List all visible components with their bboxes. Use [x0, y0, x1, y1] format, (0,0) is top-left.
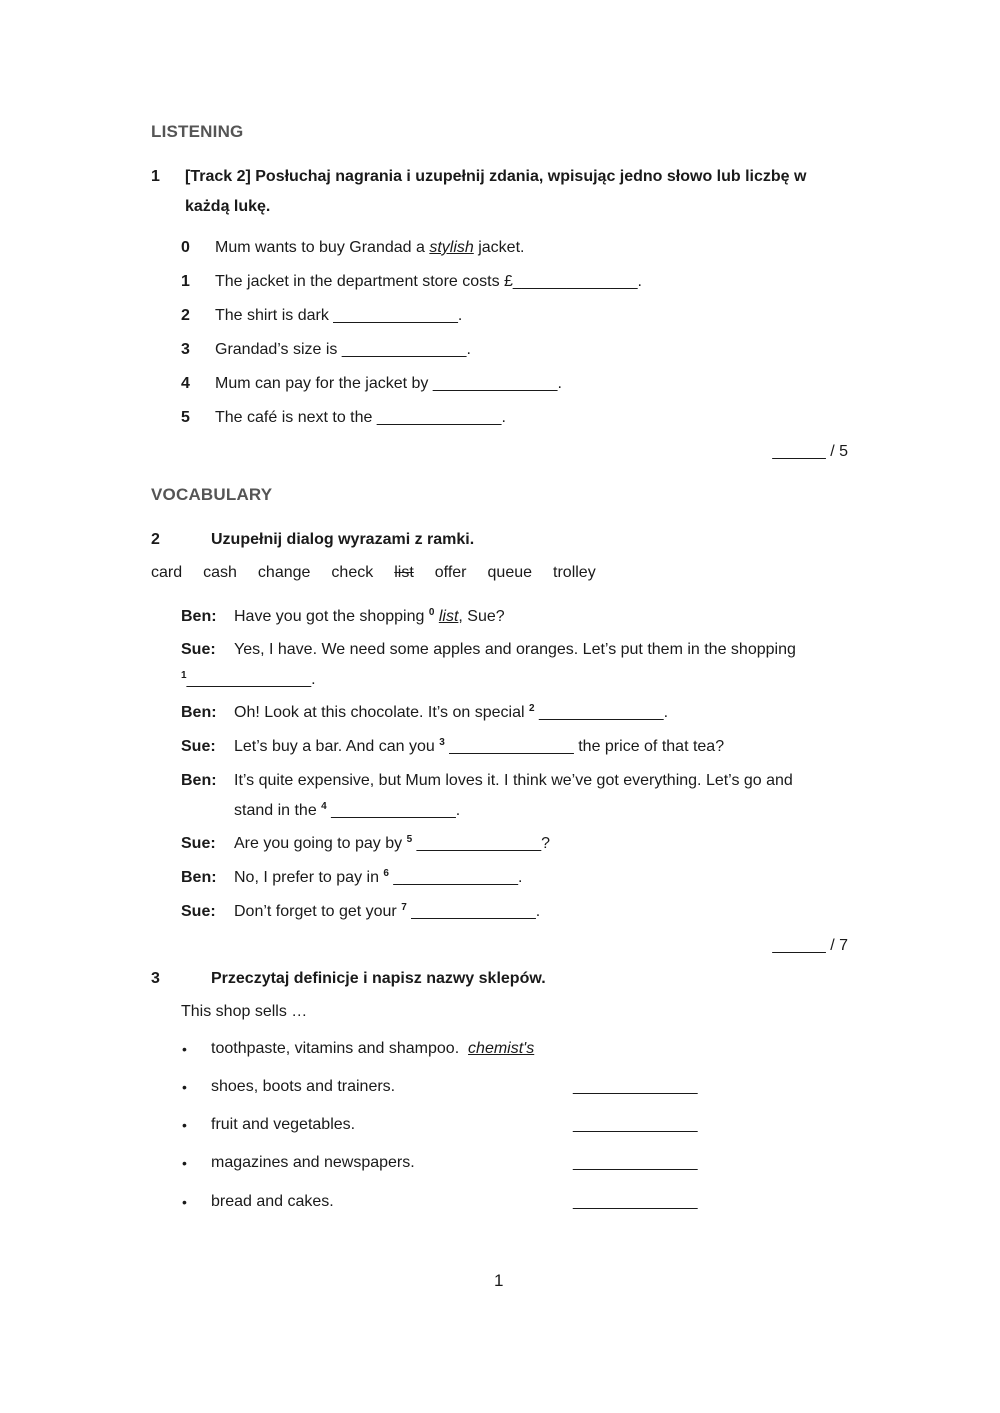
dialog-text: , Sue? — [458, 608, 505, 625]
score-listening: ______ / 5 — [772, 443, 848, 460]
task-2-number: 2 — [151, 531, 160, 548]
dialog-text: Have you got the shopping — [234, 608, 429, 625]
dialog-line — [234, 738, 724, 756]
gap-number: 6 — [383, 868, 389, 879]
item-number: 0 — [181, 239, 190, 256]
score-vocabulary-2: ______ / 7 — [772, 937, 848, 954]
dialog-blank: ______________. — [388, 869, 523, 886]
bullet-icon: • — [182, 1194, 187, 1210]
item-number: 3 — [181, 341, 190, 358]
gap-number: 4 — [321, 801, 327, 812]
definition-text: toothpaste, vitamins and shampoo. — [211, 1040, 460, 1057]
dialog-speaker: Ben: — [181, 772, 217, 789]
answer-blank: ______________ — [573, 1154, 698, 1171]
item-number: 1 — [181, 273, 190, 290]
shop-definition: shoes, boots and trainers. — [211, 1078, 396, 1095]
example-answer: chemist's — [468, 1040, 535, 1057]
shop-definition — [211, 1040, 534, 1058]
listening-item: Mum can pay for the jacket by ______________. — [215, 375, 562, 392]
bullet-icon: • — [182, 1155, 187, 1171]
section-title-vocabulary: VOCABULARY — [151, 485, 273, 504]
dialog-blank: ______________. — [326, 802, 461, 819]
page-number: 1 — [494, 1271, 504, 1290]
bullet-icon: • — [182, 1041, 187, 1057]
word-box-item: offer — [434, 564, 467, 581]
listening-item-example — [215, 239, 524, 257]
listening-item: The café is next to the ______________. — [215, 409, 506, 426]
dialog-speaker: Sue: — [181, 835, 216, 852]
bullet-icon: • — [182, 1079, 187, 1095]
dialog-text: Oh! Look at this chocolate. It’s on special — [234, 704, 529, 721]
task-3-number: 3 — [151, 970, 160, 987]
dialog-text: Don’t forget to get your — [234, 903, 402, 920]
word-box-item: change — [257, 564, 311, 581]
dialog-text: No, I prefer to pay in — [234, 869, 384, 886]
section-title-listening: LISTENING — [151, 122, 244, 141]
dialog-speaker: Sue: — [181, 738, 216, 755]
dialog-blank: ______________. — [186, 671, 316, 688]
example-answer: list — [438, 608, 459, 625]
answer-blank: ______________ — [573, 1116, 698, 1133]
task-1-number: 1 — [151, 168, 160, 185]
item-number: 4 — [181, 375, 190, 392]
task-2-instruction: Uzupełnij dialog wyrazami z ramki. — [211, 531, 475, 548]
dialog-line-continued — [234, 802, 460, 820]
word-box-item: check — [331, 564, 374, 581]
bullet-icon: • — [182, 1117, 187, 1133]
gap-number: 2 — [528, 703, 535, 714]
dialog-line-continued — [181, 671, 316, 689]
word-box-item: card — [151, 564, 183, 581]
dialog-blank: ______________? — [412, 835, 551, 852]
dialog-blank: ______________. — [534, 704, 669, 721]
gap-number: 3 — [439, 737, 445, 748]
dialog-text: stand in the — [234, 802, 322, 819]
item-text: Mum wants to buy Grandad a — [215, 239, 430, 256]
dialog-speaker: Ben: — [181, 608, 217, 625]
gap-number: 5 — [406, 834, 413, 845]
dialog-blank: ______________. — [406, 903, 541, 920]
dialog-text: Are you going to pay by — [234, 835, 407, 852]
listening-item: The jacket in the department store costs £______________. — [215, 273, 642, 290]
example-answer: stylish — [429, 239, 474, 256]
answer-blank: ______________ — [573, 1193, 698, 1210]
dialog-text: Let’s buy a bar. And can you — [234, 738, 440, 755]
answer-blank: ______________ — [573, 1078, 698, 1095]
word-box-item: queue — [487, 564, 533, 581]
word-box-item: trolley — [553, 564, 596, 581]
listening-item: The shirt is dark ______________. — [215, 307, 463, 324]
dialog-line: Yes, I have. We need some apples and oranges. Let’s put them in the shopping — [234, 641, 796, 658]
word-box-item-used: list — [394, 564, 414, 581]
dialog-blank: ______________ the price of that tea? — [444, 738, 725, 755]
listening-item: Grandad’s size is ______________. — [215, 341, 471, 358]
dialog-speaker: Sue: — [181, 903, 216, 920]
gap-number: 7 — [401, 902, 407, 913]
task-3-intro: This shop sells … — [181, 1003, 308, 1020]
dialog-line — [234, 869, 522, 887]
dialog-line — [234, 835, 550, 853]
dialog-speaker: Sue: — [181, 641, 216, 658]
task-1-instruction-line1: [Track 2] Posłuchaj nagrania i uzupełnij zdania, wpisując jedno słowo lub liczbę w — [185, 168, 807, 185]
gap-number: 1 — [181, 670, 187, 681]
shop-definition: fruit and vegetables. — [211, 1116, 356, 1133]
dialog-line — [234, 608, 505, 626]
shop-definition: bread and cakes. — [211, 1193, 334, 1210]
item-number: 5 — [181, 409, 190, 426]
gap-number: 0 — [428, 607, 435, 618]
dialog-speaker: Ben: — [181, 704, 217, 721]
shop-definition: magazines and newspapers. — [211, 1154, 415, 1171]
task-3-instruction: Przeczytaj definicje i napisz nazwy sklepów. — [211, 970, 546, 987]
item-text: jacket. — [473, 239, 525, 256]
dialog-line — [234, 903, 540, 921]
dialog-line — [234, 704, 668, 722]
word-box — [151, 564, 617, 582]
dialog-speaker: Ben: — [181, 869, 217, 886]
dialog-line: It’s quite expensive, but Mum loves it. I think we’ve got everything. Let’s go and — [234, 772, 793, 789]
word-box-item: cash — [203, 564, 237, 581]
task-1-instruction-line2: każdą lukę. — [185, 198, 271, 215]
item-number: 2 — [181, 307, 190, 324]
